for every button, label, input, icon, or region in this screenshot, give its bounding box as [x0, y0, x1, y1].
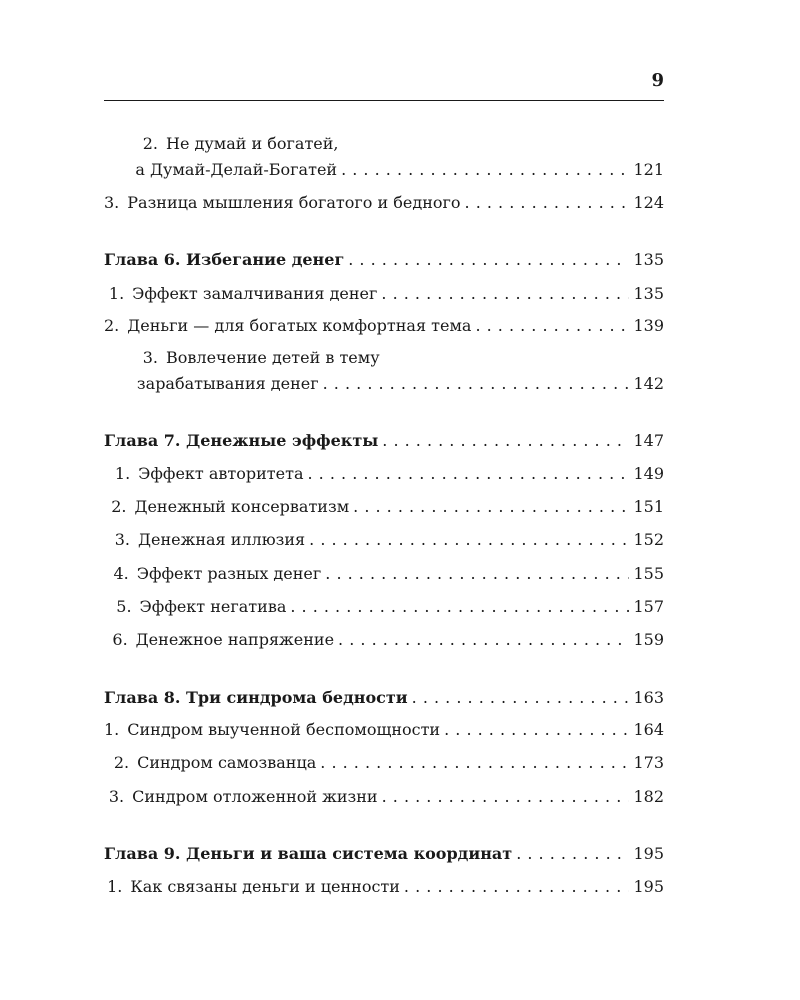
entry-title: Синдром самозванца — [137, 753, 317, 772]
toc-entry — [104, 597, 664, 619]
entry-page: 155 — [633, 564, 664, 583]
toc-chapter — [104, 844, 664, 866]
entry-number: 3. — [104, 193, 120, 212]
leader-dots — [325, 564, 629, 583]
entry-number: 3. — [114, 530, 131, 549]
entry-number: 4. — [113, 564, 129, 583]
toc-entry — [104, 753, 664, 775]
leader-dots — [404, 877, 630, 896]
entry-page: 152 — [633, 530, 664, 549]
entry-title: Синдром отложенной жизни — [132, 787, 378, 806]
toc-chapter — [104, 250, 664, 272]
chapter-title: Глава 7. Денежные эффекты — [104, 431, 379, 450]
toc-entry — [104, 564, 664, 586]
leader-dots — [381, 284, 629, 303]
entry-title: Как связаны деньги и ценности — [130, 877, 400, 896]
entry-title: Эффект авторитета — [138, 464, 304, 483]
chapter-page: 163 — [633, 688, 664, 707]
toc-entry-continuation — [104, 374, 664, 396]
entry-title: Синдром выученной беспомощности — [127, 720, 441, 739]
toc-chapter — [104, 688, 664, 710]
entry-number: 1. — [114, 464, 131, 483]
entry-number: 6. — [112, 630, 128, 649]
leader-dots — [290, 597, 629, 616]
entry-title: Разница мышления богатого и бедного — [127, 193, 461, 212]
chapter-title: Глава 6. Избегание денег — [104, 250, 345, 269]
chapter-title: Глава 9. Деньги и ваша система координат — [104, 844, 513, 863]
leader-dots — [444, 720, 629, 739]
chapter-title: Глава 8. Три синдрома бедности — [104, 688, 408, 707]
leader-dots — [320, 753, 629, 772]
toc-entry — [104, 284, 664, 306]
toc-entry — [104, 530, 664, 552]
toc-entry — [104, 877, 664, 899]
toc-entry — [104, 720, 664, 742]
toc-entry — [104, 630, 664, 652]
leader-dots — [353, 497, 629, 516]
entry-number: 3. — [142, 348, 158, 367]
entry-title: Эффект негатива — [139, 597, 287, 616]
chapter-page: 195 — [633, 844, 664, 863]
leader-dots — [323, 374, 630, 393]
leader-dots — [465, 193, 630, 212]
entry-number: 2. — [111, 497, 127, 516]
entry-page: 135 — [633, 284, 664, 303]
toc-entry — [104, 464, 664, 486]
entry-title: Эффект замалчивания денег — [132, 284, 378, 303]
leader-dots — [382, 787, 630, 806]
toc-entry — [104, 193, 664, 215]
entry-number: 2. — [142, 134, 158, 153]
toc-entry — [104, 787, 664, 809]
entry-page: 149 — [633, 464, 664, 483]
entry-page: 124 — [633, 193, 664, 212]
entry-title: Деньги — для богатых комфортная тема — [127, 316, 472, 335]
toc-entry — [104, 316, 664, 338]
entry-title: Денежное напряжение — [135, 630, 335, 649]
toc-entry — [104, 497, 664, 519]
entry-page: 121 — [633, 160, 664, 179]
entry-number: 3. — [108, 787, 125, 806]
entry-number: 5. — [116, 597, 132, 616]
entry-title: Не думай и богатей, — [166, 134, 339, 153]
leader-dots — [309, 530, 629, 549]
entry-number: 1. — [104, 720, 120, 739]
entry-page: 164 — [633, 720, 664, 739]
leader-dots — [348, 250, 629, 269]
leader-dots — [341, 160, 629, 179]
entry-number: 2. — [113, 753, 130, 772]
chapter-page: 147 — [633, 431, 664, 450]
toc-entry — [104, 348, 664, 370]
toc-entry-continuation — [104, 160, 664, 182]
entry-title: Эффект разных денег — [136, 564, 322, 583]
entry-page: 151 — [633, 497, 664, 516]
entry-title: Вовлечение детей в тему — [166, 348, 380, 367]
toc-chapter — [104, 431, 664, 453]
entry-number: 1. — [108, 284, 125, 303]
leader-dots — [382, 431, 629, 450]
entry-page: 139 — [633, 316, 664, 335]
entry-page: 182 — [633, 787, 664, 806]
entry-title-continued: зарабатывания денег — [136, 374, 319, 393]
entry-page: 159 — [633, 630, 664, 649]
chapter-page: 135 — [633, 250, 664, 269]
leader-dots — [338, 630, 629, 649]
entry-title: Денежная иллюзия — [138, 530, 306, 549]
entry-title: Денежный консерватизм — [134, 497, 350, 516]
leader-dots — [516, 844, 629, 863]
entry-number: 2. — [104, 316, 120, 335]
entry-page: 157 — [633, 597, 664, 616]
leader-dots — [412, 688, 630, 707]
toc-entry — [104, 134, 664, 156]
entry-title-continued: а Думай-Делай-Богатей — [135, 160, 338, 179]
entry-number: 1. — [107, 877, 123, 896]
leader-dots — [475, 316, 629, 335]
page-number: 9 — [651, 70, 664, 91]
leader-dots — [308, 464, 630, 483]
entry-page: 142 — [633, 374, 664, 393]
entry-page: 173 — [633, 753, 664, 772]
entry-page: 195 — [633, 877, 664, 896]
